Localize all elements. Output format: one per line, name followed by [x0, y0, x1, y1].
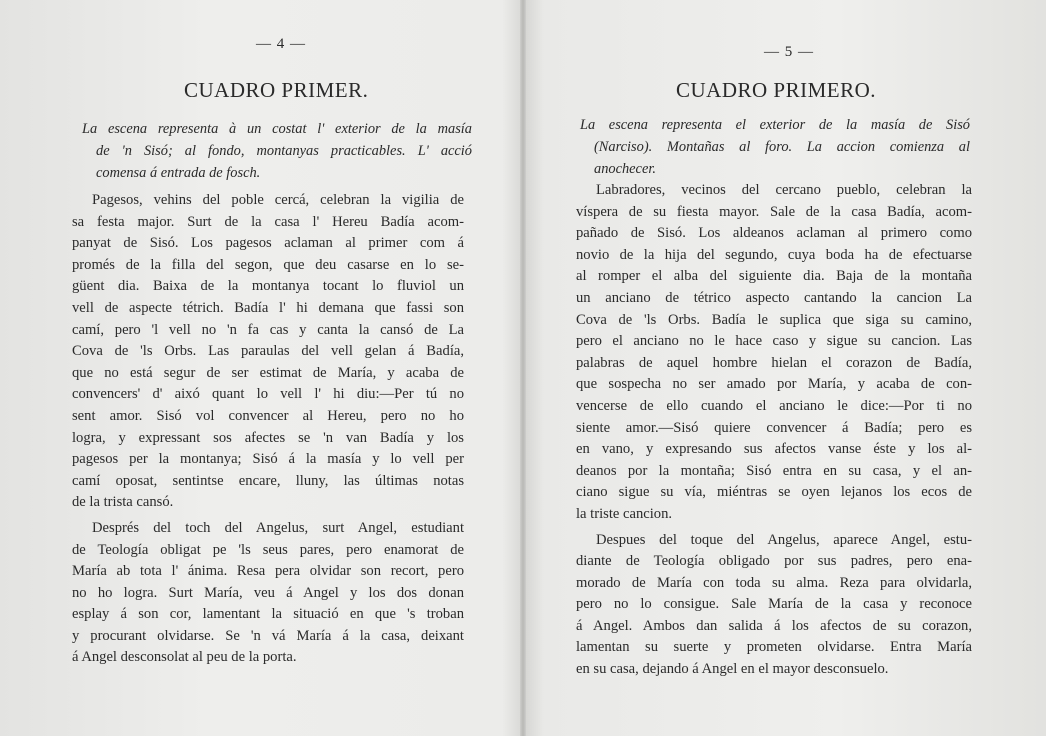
text-line: morado de María con toda su alma. Reza para olvidarla, — [576, 574, 972, 591]
left-page — [0, 0, 520, 736]
text-line: Despues del toque del Angelus, aparece Angel, estu- — [596, 531, 972, 548]
text-line: diante de Teología obligado por sus padres, pero ena- — [576, 553, 972, 570]
text-line: pero el anciano no le hace caso y sigue su cancion. Las — [576, 333, 972, 350]
text-line: María ab tota l' ánima. Resa pera olvidar son recort, pero — [72, 563, 464, 580]
stage-direction — [82, 118, 472, 184]
stage-line: anochecer. — [594, 161, 656, 177]
text-line: güent dia. Baixa de la montanya tocant lo fluviol un — [72, 278, 464, 295]
text-line: en su casa, dejando á Angel en el mayor desconsuelo. — [576, 661, 889, 678]
stage-line: La escena representa el exterior de la masía de Sisó — [580, 117, 970, 133]
text-line: vencerse de ello cuando el anciano le dice:—Por ti no — [576, 397, 972, 414]
text-line: palabras de aquel hombre hielan el corazon de Badía, — [576, 354, 972, 371]
text-line: Pagesos, vehins del poble cercá, celebran la vigilia de — [92, 192, 464, 208]
text-line: á Angel. Ambos dan salida á los afectos de su corazon, — [576, 617, 972, 634]
text-line: novio de la hija del segundo, cuya boda ha de efectuarse — [576, 246, 972, 263]
text-line: ciano sigue su vía, miéntras se oyen lejanos los ecos de — [576, 484, 972, 501]
text-line: Cova de 'ls Orbs. Las paraulas del vell gelan á Badía, — [72, 343, 464, 360]
text-line: esplay á son cor, lamentant la situació en que 's troban — [72, 606, 464, 623]
text-line: Després del toch del Angelus, surt Angel, estudiant — [92, 519, 464, 536]
text-line: que no está segur de ser estimat de María, y acaba de — [72, 364, 464, 381]
paragraph — [576, 180, 972, 526]
page-number: — 4 — — [256, 36, 306, 52]
text-line: de la trista cansó. — [72, 494, 174, 511]
stage-direction — [580, 114, 970, 180]
stage-line: (Narciso). Montañas al foro. La accion comienza al — [594, 139, 970, 155]
text-line: promés de la filla del segon, que deu casarse en lo se- — [72, 256, 464, 273]
text-line: al romper el alba del siguiente dia. Baja de la montaña — [576, 268, 972, 285]
text-line: convencers' d' aixó quant lo vell l' hi diu:—Per tú no — [72, 386, 464, 403]
text-line: víspera de su fiesta mayor. Sale de la casa Badía, acom- — [576, 203, 972, 220]
text-line: la triste cancion. — [576, 505, 673, 522]
paragraph — [576, 530, 972, 681]
text-line: pagesos per la montanya; Sisó á la masía y lo vell per — [72, 451, 464, 468]
text-line: vell de aspecte tétrich. Badía l' hi demana que fassi son — [72, 299, 464, 316]
text-line: camí oposat, sentintse encare, lluny, las últimas notas — [72, 472, 464, 489]
paragraph — [72, 518, 464, 669]
text-line: pero no lo consigue. Sale María de la casa y reconoce — [576, 596, 972, 613]
text-line: un anciano de tétrico aspecto cantando la cancion La — [576, 289, 972, 306]
text-line: logra, y expressant sos afectes se 'n van Badía y los — [72, 429, 464, 446]
page-title: CUADRO PRIMER. — [184, 78, 369, 102]
text-line: sent amor. Sisó vol convencer al Hereu, pero no ho — [72, 407, 464, 424]
text-line: camí, pero 'l vell no 'n fa cas y canta la cansó de La — [72, 321, 464, 338]
page-title: CUADRO PRIMERO. — [676, 78, 877, 102]
text-line: deanos por la montaña; Sisó entra en su casa, y el an- — [576, 462, 972, 479]
text-line: siente amor.—Sisó quiere convencer á Badía; pero es — [576, 419, 972, 436]
text-line: Cova de 'ls Orbs. Badía le suplica que siga su camino, — [576, 311, 972, 328]
paragraph — [72, 190, 464, 514]
text-line: que sospecha no ser amado por María, y acaba de con- — [576, 376, 972, 393]
text-line: á Angel desconsolat al peu de la porta. — [72, 649, 297, 666]
text-line: en vano, y expresando sus afectos vanse éste y los al- — [576, 441, 972, 458]
text-line: Labradores, vecinos del cercano pueblo, celebran la — [596, 182, 972, 198]
stage-line: de 'n Sisó; al fondo, montanyas practicables. L' acció — [96, 143, 472, 159]
body-text — [72, 190, 464, 673]
stage-line: comensa á entrada de fosch. — [96, 165, 261, 181]
text-line: sa festa major. Surt de la casa l' Hereu Badía acom- — [72, 213, 464, 230]
body-text — [576, 180, 972, 685]
page-number: — 5 — — [764, 44, 814, 60]
stage-line: La escena representa à un costat l' exterior de la masía — [82, 121, 472, 137]
right-page — [526, 0, 1046, 736]
text-line: de Teología obligat pe 'ls seus pares, pero enamorat de — [72, 541, 464, 558]
text-line: no ho logra. Surt María, veu á Angel y los dos donan — [72, 584, 464, 601]
text-line: pañado de Sisó. Los aldeanos aclaman al primero como — [576, 225, 972, 242]
text-line: panyat de Sisó. Los pagesos aclaman al primer com á — [72, 235, 464, 252]
text-line: lamentan su suerte y prometen olvidarse. Entra María — [576, 639, 972, 656]
text-line: y procurant olvidarse. Se 'n vá María á la casa, deixant — [72, 627, 464, 644]
